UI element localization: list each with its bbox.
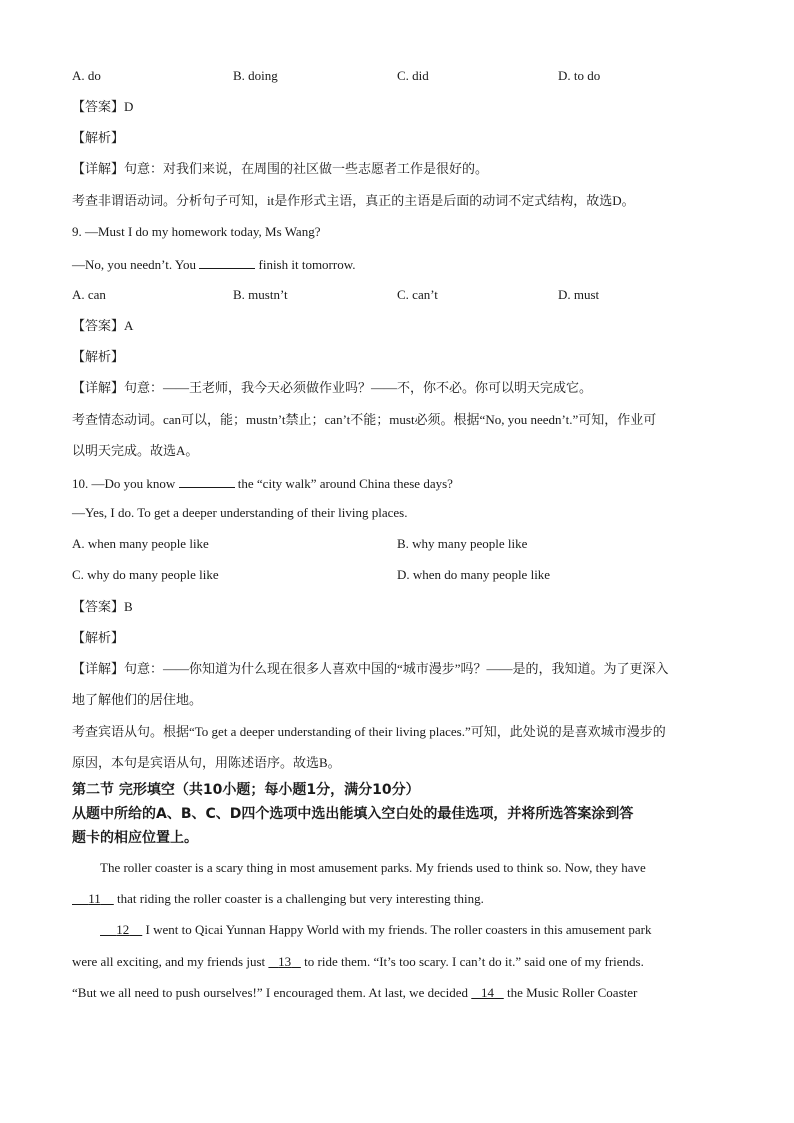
q9-option-b: B. mustn’t bbox=[233, 287, 288, 302]
passage-p2-line2-pre: were all exciting, and my friends just bbox=[72, 954, 266, 969]
q8-detail: 【详解】句意：对我们来说，在周围的社区做一些志愿者工作是很好的。 bbox=[72, 161, 489, 176]
q8-options bbox=[72, 67, 722, 85]
q10-options-row2 bbox=[72, 566, 722, 584]
q8-option-b: B. doing bbox=[233, 68, 278, 83]
q9-explanation-2: 以明天完成。故选A。 bbox=[72, 443, 199, 458]
q10-answer: 【答案】B bbox=[72, 599, 133, 614]
q9-option-c: C. can’t bbox=[397, 287, 438, 302]
passage-p2-line3-post: the Music Roller Coaster bbox=[507, 985, 638, 1000]
q8-option-a: A. do bbox=[72, 68, 101, 83]
q10-option-c: C. why do many people like bbox=[72, 567, 219, 582]
q10-options-row1 bbox=[72, 535, 722, 553]
q9-option-a: A. can bbox=[72, 287, 106, 302]
blank-12 bbox=[100, 922, 142, 937]
q9-question-line2 bbox=[72, 254, 356, 274]
passage-p1-line1: The roller coaster is a scary thing in most amusement parks. My friends used to think so. Now, they have bbox=[100, 860, 646, 875]
q8-option-d: D. to do bbox=[558, 68, 601, 83]
q10-option-a: A. when many people like bbox=[72, 536, 209, 551]
q8-option-c: C. did bbox=[397, 68, 429, 83]
blank-13 bbox=[268, 954, 301, 969]
q10-question-line2: —Yes, I do. To get a deeper understanding of their living places. bbox=[72, 505, 408, 520]
q9-option-d: D. must bbox=[558, 287, 600, 302]
q10-blank bbox=[179, 473, 235, 488]
q8-analysis-label: 【解析】 bbox=[72, 130, 125, 145]
q9-detail: 【详解】句意：——王老师，我今天必须做作业吗？——不，你不必。你可以明天完成它。 bbox=[72, 380, 593, 395]
passage-p2-line2-post: to ride them. “It’s too scary. I can’t do it.” said one of my friends. bbox=[304, 954, 644, 969]
q9-options bbox=[72, 286, 722, 304]
passage-p2-line1 bbox=[100, 921, 651, 939]
q9-explanation-1: 考查情态动词。can可以，能；mustn’t禁止；can’t不能；must必须。根据“No, you needn’t.”可知，作业可 bbox=[72, 412, 657, 427]
blank-12-number: 12 bbox=[116, 922, 130, 937]
passage-p2-line2 bbox=[72, 953, 644, 971]
q8-explanation: 考查非谓语动词。分析句子可知，it是作形式主语，真正的主语是后面的动词不定式结构，故选D。 bbox=[72, 193, 635, 208]
q9-answer: 【答案】A bbox=[72, 318, 134, 333]
blank-14-number: 14 bbox=[481, 985, 495, 1000]
q10-detail-1: 【详解】句意：——你知道为什么现在很多人喜欢中国的“城市漫步”吗？——是的，我知道。为了更深入 bbox=[72, 661, 669, 676]
passage-p1-line2-text: that riding the roller coaster is a challenging but very interesting thing. bbox=[117, 891, 484, 906]
q10-line1-post: the “city walk” around China these days? bbox=[237, 476, 453, 491]
section2-title: 第二节 完形填空（共10小题；每小题1分，满分10分） bbox=[72, 782, 420, 798]
q9-line2-pre: —No, you needn’t. You bbox=[72, 257, 196, 272]
q9-question-line1: 9. —Must I do my homework today, Ms Wang? bbox=[72, 224, 321, 239]
blank-11-number: 11 bbox=[88, 891, 101, 906]
q10-option-d: D. when do many people like bbox=[397, 567, 551, 582]
q10-line1-pre: 10. —Do you know bbox=[72, 476, 176, 491]
q9-line2-post: finish it tomorrow. bbox=[258, 257, 356, 272]
q10-analysis-label: 【解析】 bbox=[72, 630, 125, 645]
q10-question-line1 bbox=[72, 473, 453, 493]
q10-option-b: B. why many people like bbox=[397, 536, 528, 551]
q8-answer: 【答案】D bbox=[72, 99, 134, 114]
q9-blank bbox=[199, 254, 255, 269]
q9-analysis-label: 【解析】 bbox=[72, 349, 125, 364]
q10-explanation-1: 考查宾语从句。根据“To get a deeper understanding of their living places.”可知，此处说的是喜欢城市漫步的 bbox=[72, 724, 666, 739]
section2-instruction-1: 从题中所给的A、B、C、D四个选项中选出能填入空白处的最佳选项，并将所选答案涂到答 bbox=[72, 806, 634, 822]
section2-instruction-2: 题卡的相应位置上。 bbox=[72, 830, 198, 846]
blank-11 bbox=[72, 891, 114, 906]
passage-p2-line3-pre: “But we all need to push ourselves!” I encouraged them. At last, we decided bbox=[72, 985, 469, 1000]
passage-p2-line3 bbox=[72, 984, 637, 1002]
blank-13-number: 13 bbox=[278, 954, 292, 969]
passage-p1-line2 bbox=[72, 890, 484, 908]
q10-detail-2: 地了解他们的居住地。 bbox=[72, 692, 203, 707]
q10-explanation-2: 原因，本句是宾语从句，用陈述语序。故选B。 bbox=[72, 755, 341, 770]
passage-p2-line1-text: I went to Qicai Yunnan Happy World with my friends. The roller coasters in this amusement park bbox=[145, 922, 652, 937]
blank-14 bbox=[471, 985, 504, 1000]
